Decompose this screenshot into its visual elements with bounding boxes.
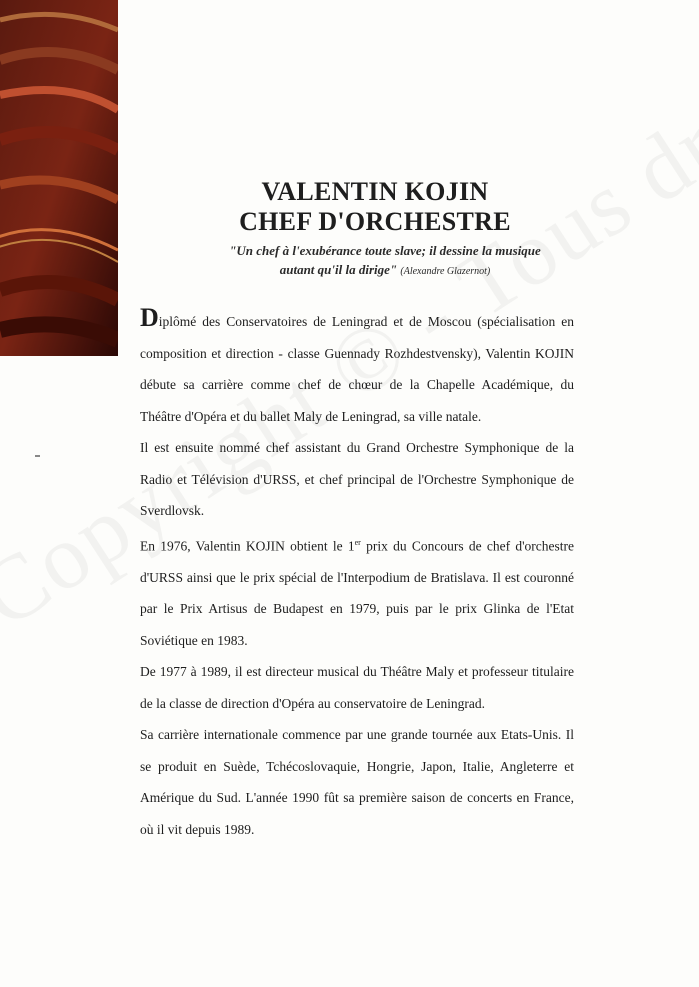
paragraph-2: Il est ensuite nommé chef assistant du Grand Orchestre Symphonique de la Radio et Télévision d'URSS, et chef principal de l'Orchestre Symphonique de Sverdlovsk. <box>140 440 574 518</box>
scan-mark <box>35 455 40 457</box>
conductor-role: CHEF D'ORCHESTRE <box>239 207 511 236</box>
paragraph-3 <box>140 527 574 657</box>
conductor-name: VALENTIN KOJIN <box>261 177 489 206</box>
paragraph-3-start: En 1976, Valentin KOJIN obtient le 1 <box>140 538 355 553</box>
quote-line-2-text: autant qu'il la dirige" <box>279 262 398 277</box>
paragraph-1 <box>140 303 574 432</box>
quote-line-1: "Un chef à l'exubérance toute slave; il dessine la musique <box>229 243 541 258</box>
drop-cap: D <box>140 303 159 332</box>
paragraph-5: Sa carrière internationale commence par une grande tournée aux Etats-Unis. Il se produit en Suède, Tchécoslovaquie, Hongrie, Japon, Italie, Angleterre et Amérique du Sud. L'année 1990 fût sa première saison de concerts en France, où il vit depuis 1989. <box>140 727 574 837</box>
paragraph-1-text: iplômé des Conservatoires de Leningrad et de Moscou (spécialisation en composition et direction - classe Guennady Rozhdestvensky), Valentin KOJIN débute sa carrière comme chef de chœur de la Chapelle Académique, du Théâtre d'Opéra et du ballet Maly de Leningrad, sa ville natale. <box>140 314 574 424</box>
ordinal-superscript: er <box>354 537 361 547</box>
press-quote <box>150 241 620 281</box>
quote-line-2 <box>150 260 620 281</box>
theater-photo <box>0 0 118 356</box>
biography-text <box>140 303 574 845</box>
quote-attribution: (Alexandre Glazernot) <box>400 266 491 277</box>
paragraph-4: De 1977 à 1989, il est directeur musical du Théâtre Maly et professeur titulaire de la classe de direction d'Opéra au conservatoire de Leningrad. <box>140 664 574 711</box>
paragraph-3-end: prix du Concours de chef d'orchestre d'URSS ainsi que le prix spécial de l'Interpodium de Bratislava. Il est couronné par le Prix Artisus de Budapest en 1979, puis par le prix Glinka de l'Etat Soviétique en 1983. <box>140 538 574 648</box>
